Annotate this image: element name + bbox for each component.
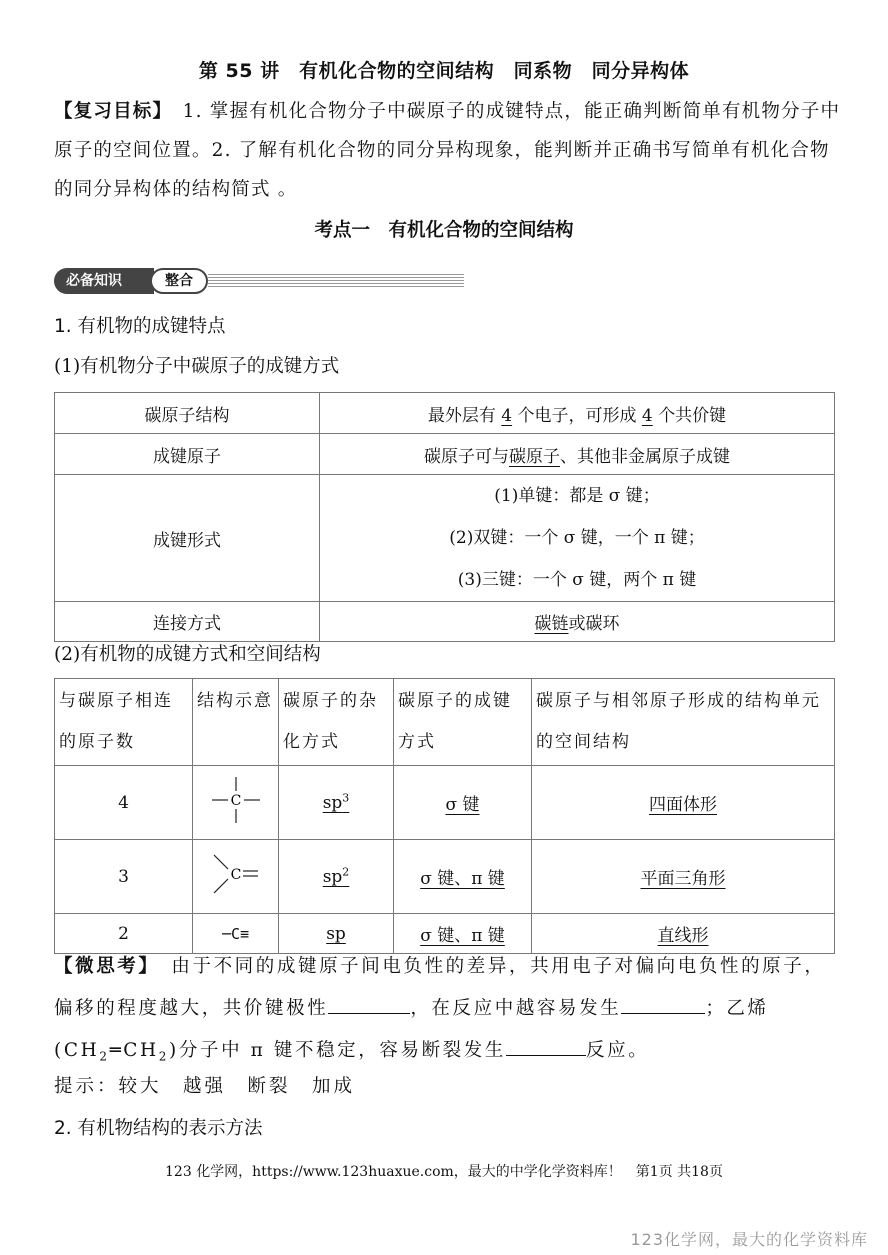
section-title: 考点一 有机化合物的空间结构	[314, 220, 574, 241]
answer-blank	[328, 992, 410, 1014]
spatial-shape: 平面三角形	[532, 840, 835, 914]
structure-diagram	[193, 766, 279, 840]
heading-bond-features: 1. 有机物的成键特点	[54, 316, 226, 337]
knowledge-banner	[54, 268, 414, 294]
bond-features-table	[54, 392, 835, 642]
atom-count: 2	[55, 914, 193, 954]
spatial-shape: 四面体形	[532, 766, 835, 840]
trigonal-carbon-diagram	[206, 849, 266, 899]
subheading-structure: (2)有机物的成键方式和空间结构	[54, 644, 321, 665]
hybridization: sp	[279, 914, 394, 954]
cell-label: 成键原子	[55, 434, 320, 475]
answer-blank	[621, 992, 705, 1014]
table-row	[55, 393, 835, 434]
cell-value: 碳原子可与碳原子、其他非金属原子成键	[320, 434, 835, 475]
micro-think-tag: 【微思考】	[54, 956, 151, 977]
lecture-title: 第 55 讲 有机化合物的空间结构 同系物 同分异构体	[198, 60, 690, 82]
banner-label-right: 整合	[150, 268, 208, 294]
cell-value	[320, 475, 835, 602]
cell-label: 成键形式	[55, 475, 320, 602]
bond-type: σ 键、π 键	[394, 914, 532, 954]
table-row	[55, 840, 835, 914]
page-footer: 123 化学网，https://www.123huaxue.com，最大的中学化学资料库！ 第1页 共18页	[165, 1164, 723, 1180]
banner-label-left: 必备知识	[54, 268, 154, 294]
micro-think-paragraph: 【微思考】 由于不同的成键原子间电负性的差异，共用电子对偏向电负性的原子，偏移的程度越大，共价键极性 ，在反应中越容易发生 ；乙烯$(CH_2═CH_2)$分子中 π 键不稳定，容易断裂发生 反应。	[54, 956, 826, 1064]
spatial-shape: 直线形	[532, 914, 835, 954]
subheading-bond-modes: (1)有机物分子中碳原子的成键方式	[54, 356, 340, 377]
answer-blank	[506, 1034, 586, 1056]
review-goals-text: 1. 掌握有机化合物分子中碳原子的成键特点，能正确判断简单有机物分子中原子的空间位置。2. 了解有机化合物的同分异构现象，能判断并正确书写简单有机化合物的同分异构体的结构简式 。	[54, 101, 841, 200]
column-header: 碳原子的杂化方式	[279, 679, 394, 766]
svg-text:C: C	[230, 867, 241, 883]
svg-text:C: C	[230, 793, 241, 809]
bond-type: σ 键	[394, 766, 532, 840]
table-header-row	[55, 679, 835, 766]
structure-diagram	[193, 840, 279, 914]
banner-hatch-decoration	[208, 274, 464, 288]
atom-count: 4	[55, 766, 193, 840]
cell-value: 最外层有 4 个电子，可形成 4 个共价键	[320, 393, 835, 434]
watermark: 123化学网，最大的化学资料库	[630, 1230, 868, 1249]
hint-line	[54, 1072, 355, 1098]
column-header: 碳原子的成键方式	[394, 679, 532, 766]
column-header: 碳原子与相邻原子形成的结构单元的空间结构	[532, 679, 835, 766]
bond-double: (2)双键：一个 σ 键，一个 π 键；	[449, 528, 705, 548]
heading-representation: 2. 有机物结构的表示方法	[54, 1118, 263, 1139]
hint-label: 提示：	[54, 1076, 119, 1097]
cell-label: 碳原子结构	[55, 393, 320, 434]
bond-triple: (3)三键：一个 σ 键，两个 π 键	[457, 570, 697, 590]
hybridization-table	[54, 678, 835, 954]
hybridization: $sp^3$	[279, 766, 394, 840]
column-header: 结构示意	[193, 679, 279, 766]
table-row	[55, 766, 835, 840]
linear-carbon-diagram: ─C≡	[221, 924, 250, 943]
atom-count: 3	[55, 840, 193, 914]
review-goals	[54, 92, 844, 209]
bond-type: σ 键、π 键	[394, 840, 532, 914]
hint-answers: 较大 越强 断裂 加成	[118, 1076, 356, 1097]
review-goals-tag: 【复习目标】	[54, 101, 163, 122]
table-row	[55, 602, 835, 642]
tetrahedral-carbon-diagram	[206, 775, 266, 825]
column-header: 与碳原子相连的原子数	[55, 679, 193, 766]
cell-label: 连接方式	[55, 602, 320, 642]
table-row	[55, 434, 835, 475]
bond-single: (1)单键：都是 σ 键；	[494, 486, 660, 506]
cell-value: 碳链或碳环	[320, 602, 835, 642]
table-row	[55, 475, 835, 602]
hybridization: $sp^2$	[279, 840, 394, 914]
